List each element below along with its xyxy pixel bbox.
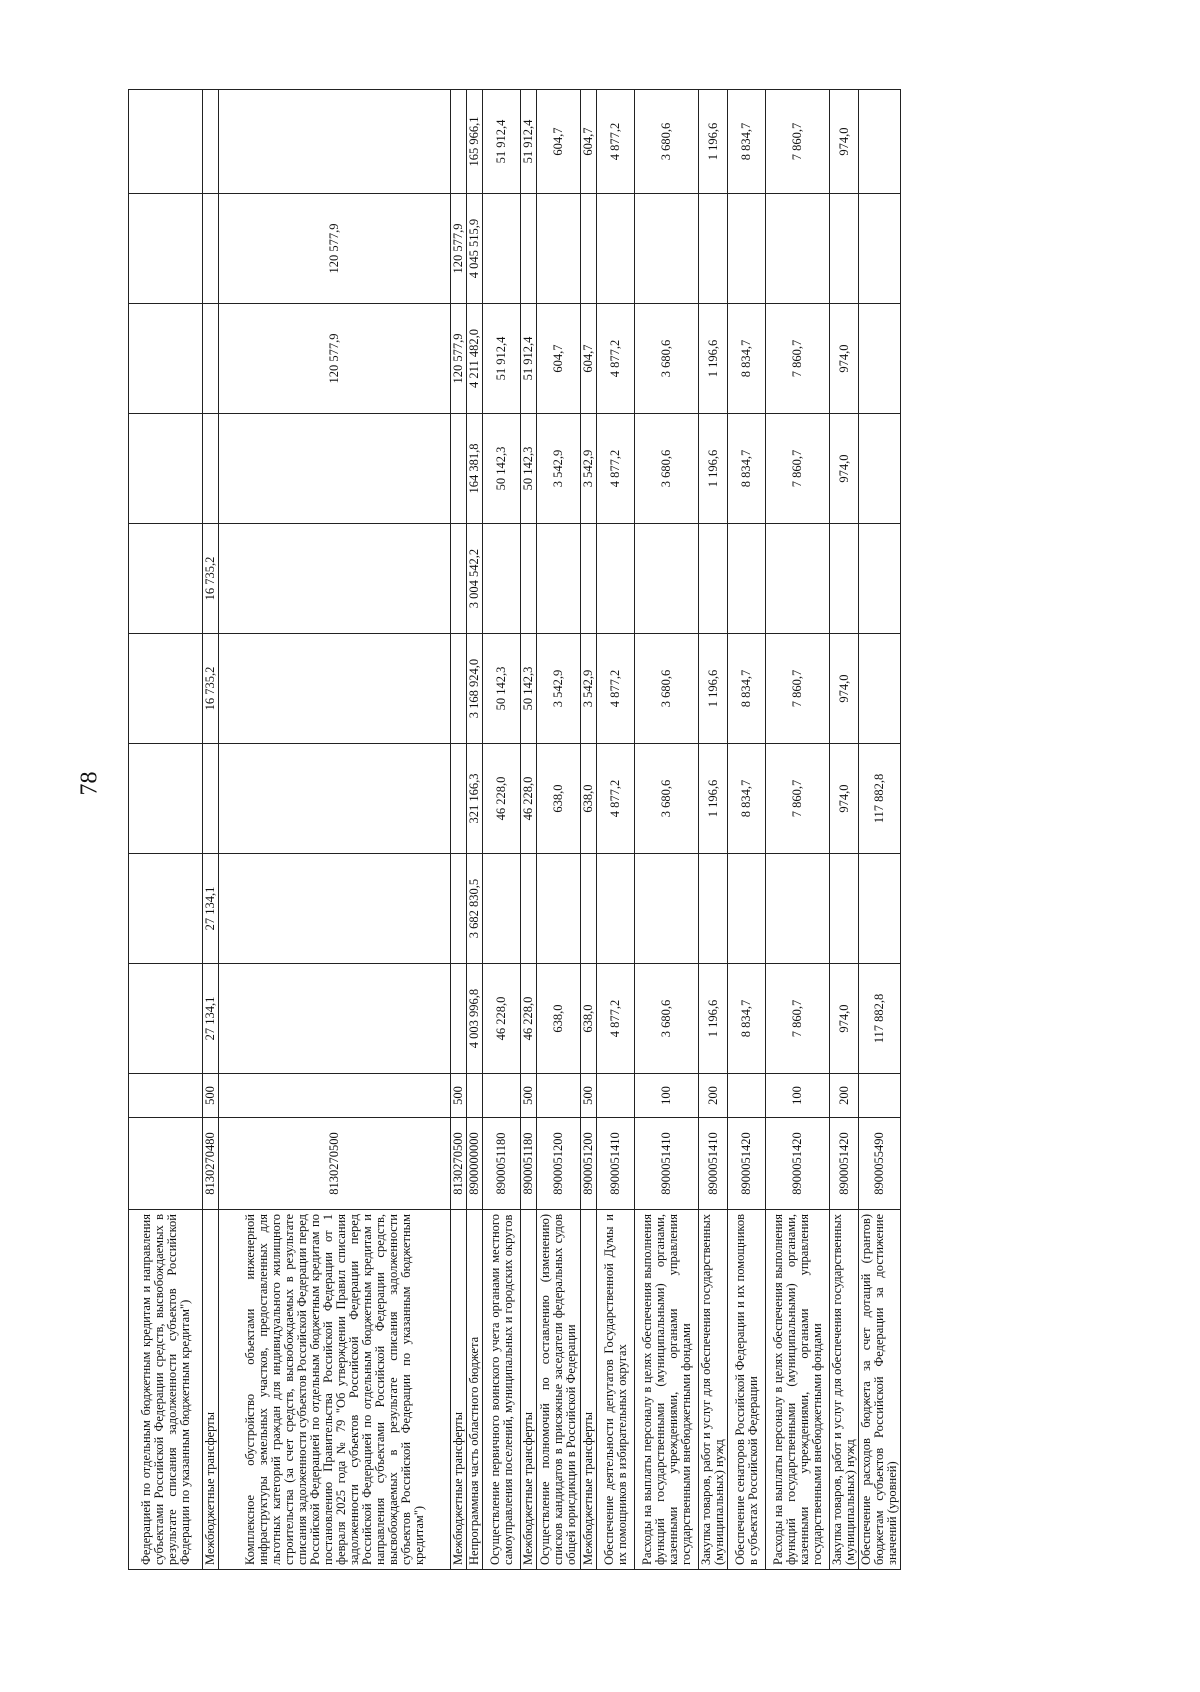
cell-vr (859, 1074, 901, 1118)
cell-vr (219, 1074, 451, 1118)
cell-c7: 120 577,9 (451, 304, 467, 414)
cell-c2 (699, 854, 728, 964)
cell-c7: 8 834,7 (728, 304, 766, 414)
cell-c6: 974,0 (830, 414, 859, 524)
cell-name: Межбюджетные трансферты (203, 1210, 219, 1570)
cell-c2 (129, 854, 203, 964)
cell-c8: 120 577,9 (451, 194, 467, 304)
cell-c9: 1 196,6 (699, 90, 728, 194)
cell-name: Обеспечение расходов бюджета за счет дотаций (грантов) бюджетам субъектов Российской Федерации за достижение значений (уровней) (859, 1210, 901, 1570)
cell-vr: 200 (699, 1074, 728, 1118)
cell-c3: 4 877,2 (597, 744, 635, 854)
cell-c1: 4 003 996,8 (467, 964, 483, 1074)
cell-c5 (483, 524, 521, 634)
cell-name: Закупка товаров, работ и услуг для обеспечения государственных (муниципальных) нужд (830, 1210, 859, 1570)
cell-c3 (203, 744, 219, 854)
cell-c2 (728, 854, 766, 964)
cell-name: Осуществление полномочий по составлению (изменению) списков кандидатов в присяжные заседатели федеральных судов общей юрисдикции в Российской Федерации (537, 1210, 581, 1570)
table-row (451, 90, 467, 1570)
cell-name: Межбюджетные трансферты (451, 1210, 467, 1570)
cell-c2 (537, 854, 581, 964)
cell-c2 (219, 854, 451, 964)
cell-c6 (129, 414, 203, 524)
table-row (859, 90, 901, 1570)
cell-c6 (219, 414, 451, 524)
cell-c4: 16 735,2 (203, 634, 219, 744)
cell-c4: 1 196,6 (699, 634, 728, 744)
cell-c1: 638,0 (581, 964, 597, 1074)
cell-c2: 3 682 830,5 (467, 854, 483, 964)
rotated-table-wrapper (128, 90, 1138, 1570)
cell-name: Обеспечение деятельности депутатов Государственной Думы и их помощников в избирательных округах (597, 1210, 635, 1570)
cell-c9: 8 834,7 (728, 90, 766, 194)
cell-c5 (581, 524, 597, 634)
cell-code: 8900055490 (859, 1118, 901, 1210)
cell-code: 8900051180 (483, 1118, 521, 1210)
cell-c3: 3 680,6 (635, 744, 699, 854)
cell-c4: 50 142,3 (483, 634, 521, 744)
cell-vr: 500 (451, 1074, 467, 1118)
cell-c8 (830, 194, 859, 304)
cell-c9 (203, 90, 219, 194)
cell-c7: 1 196,6 (699, 304, 728, 414)
cell-c8 (859, 194, 901, 304)
cell-c9: 51 912,4 (483, 90, 521, 194)
cell-vr: 100 (635, 1074, 699, 1118)
cell-c7: 4 877,2 (597, 304, 635, 414)
cell-c5 (521, 524, 537, 634)
table-row (467, 90, 483, 1570)
cell-code: 8900051200 (537, 1118, 581, 1210)
cell-c7: 51 912,4 (483, 304, 521, 414)
cell-c9: 51 912,4 (521, 90, 537, 194)
cell-code: 8900051410 (635, 1118, 699, 1210)
cell-c5: 3 004 542,2 (467, 524, 483, 634)
cell-c4: 3 542,9 (537, 634, 581, 744)
cell-vr: 200 (830, 1074, 859, 1118)
table-row (129, 90, 203, 1570)
cell-c2 (597, 854, 635, 964)
cell-c7: 4 211 482,0 (467, 304, 483, 414)
cell-name: Федерацией по отдельным бюджетным кредитам и направления субъектами Российской Федерации средств, высвобождаемых в результате списания задолженности субъектов Российской Федерации по указанным бюджетным кредитам") (129, 1210, 203, 1570)
cell-name: Межбюджетные трансферты (521, 1210, 537, 1570)
cell-c4: 974,0 (830, 634, 859, 744)
cell-c4: 4 877,2 (597, 634, 635, 744)
cell-c9 (129, 90, 203, 194)
cell-c1: 4 877,2 (597, 964, 635, 1074)
cell-c9 (451, 90, 467, 194)
cell-c5 (728, 524, 766, 634)
cell-c4: 7 860,7 (766, 634, 830, 744)
cell-c2: 27 134,1 (203, 854, 219, 964)
table-row (728, 90, 766, 1570)
cell-c5 (597, 524, 635, 634)
cell-c4 (451, 634, 467, 744)
cell-c2 (635, 854, 699, 964)
cell-c7 (859, 304, 901, 414)
cell-c1: 638,0 (537, 964, 581, 1074)
cell-code: 8130270480 (203, 1118, 219, 1210)
cell-c3: 8 834,7 (728, 744, 766, 854)
cell-c1: 117 882,8 (859, 964, 901, 1074)
cell-c1 (129, 964, 203, 1074)
cell-c5 (537, 524, 581, 634)
table-row (483, 90, 521, 1570)
cell-c8 (581, 194, 597, 304)
table-row (203, 90, 219, 1570)
cell-c8 (537, 194, 581, 304)
cell-c4 (859, 634, 901, 744)
cell-name: Непрограммная часть областного бюджета (467, 1210, 483, 1570)
cell-c7: 51 912,4 (521, 304, 537, 414)
cell-c4: 50 142,3 (521, 634, 537, 744)
cell-c9 (219, 90, 451, 194)
table-row (597, 90, 635, 1570)
cell-name: Межбюджетные трансферты (581, 1210, 597, 1570)
cell-c3: 974,0 (830, 744, 859, 854)
cell-vr (483, 1074, 521, 1118)
cell-name: Комплексное обустройство объектами инженерной инфраструктуры земельных участков, предоставленных для льготных категорий граждан для индивидуального жилищного строительства (за счет средств, высвобождаемых в результате списания задолженности субъектов Российской Федерации перед Российской Федерацией по отдельным бюджетным кредитам по постановлению Правительства Российской Федерации от 1 февраля 2025 года № 79 "Об утверждении Правил списания задолженности субъектов Российской Федерации перед Российской Федерацией по отдельным бюджетным кредитам и направления субъектами Российской Федерации средств, высвобождаемых в результате списания задолженности субъектов Российской Федерации по указанным бюджетным кредитам") (219, 1210, 451, 1570)
cell-c3: 46 228,0 (483, 744, 521, 854)
cell-c6: 50 142,3 (483, 414, 521, 524)
cell-c1: 974,0 (830, 964, 859, 1074)
table-row (521, 90, 537, 1570)
cell-c1 (219, 964, 451, 1074)
table-row (699, 90, 728, 1570)
cell-c4: 3 168 924,0 (467, 634, 483, 744)
cell-c1: 46 228,0 (483, 964, 521, 1074)
cell-c8 (129, 194, 203, 304)
cell-c6: 164 381,8 (467, 414, 483, 524)
cell-c8 (483, 194, 521, 304)
cell-c8 (521, 194, 537, 304)
cell-c2 (859, 854, 901, 964)
cell-c6: 4 877,2 (597, 414, 635, 524)
table-row (766, 90, 830, 1570)
cell-c3 (219, 744, 451, 854)
cell-c5 (129, 524, 203, 634)
cell-c6: 3 542,9 (581, 414, 597, 524)
cell-c4: 3 542,9 (581, 634, 597, 744)
cell-c3: 46 228,0 (521, 744, 537, 854)
cell-c9: 604,7 (581, 90, 597, 194)
cell-c6 (859, 414, 901, 524)
cell-code: 8900051200 (581, 1118, 597, 1210)
cell-code: 8900051180 (521, 1118, 537, 1210)
cell-c2 (483, 854, 521, 964)
cell-c1: 3 680,6 (635, 964, 699, 1074)
cell-c7: 3 680,6 (635, 304, 699, 414)
cell-c8 (597, 194, 635, 304)
cell-c9 (859, 90, 901, 194)
cell-c2 (766, 854, 830, 964)
cell-c3: 117 882,8 (859, 744, 901, 854)
table-row (830, 90, 859, 1570)
cell-vr (537, 1074, 581, 1118)
cell-c8: 4 045 515,9 (467, 194, 483, 304)
cell-c8 (635, 194, 699, 304)
cell-c5 (219, 524, 451, 634)
cell-c6 (203, 414, 219, 524)
cell-code: 8900051420 (766, 1118, 830, 1210)
cell-c1: 27 134,1 (203, 964, 219, 1074)
cell-c7: 7 860,7 (766, 304, 830, 414)
cell-c5 (859, 524, 901, 634)
cell-c2 (581, 854, 597, 964)
cell-vr (129, 1074, 203, 1118)
cell-code: 8900000000 (467, 1118, 483, 1210)
cell-c8 (699, 194, 728, 304)
cell-vr: 100 (766, 1074, 830, 1118)
cell-c2 (830, 854, 859, 964)
cell-c5 (830, 524, 859, 634)
cell-c1: 7 860,7 (766, 964, 830, 1074)
cell-c6: 50 142,3 (521, 414, 537, 524)
cell-c3: 1 196,6 (699, 744, 728, 854)
table-row (581, 90, 597, 1570)
cell-c9: 974,0 (830, 90, 859, 194)
cell-c7: 120 577,9 (219, 304, 451, 414)
cell-code: 8900051420 (728, 1118, 766, 1210)
cell-vr (728, 1074, 766, 1118)
cell-code: 8900051420 (830, 1118, 859, 1210)
cell-name: Закупка товаров, работ и услуг для обеспечения государственных (муниципальных) нужд (699, 1210, 728, 1570)
cell-c8 (766, 194, 830, 304)
table-row (219, 90, 451, 1570)
cell-c5 (635, 524, 699, 634)
cell-c4 (219, 634, 451, 744)
cell-c5 (451, 524, 467, 634)
cell-c6: 3 542,9 (537, 414, 581, 524)
cell-c6: 7 860,7 (766, 414, 830, 524)
cell-c7 (129, 304, 203, 414)
cell-code: 8900051410 (597, 1118, 635, 1210)
cell-code: 8130270500 (451, 1118, 467, 1210)
cell-c3: 638,0 (537, 744, 581, 854)
cell-c4: 3 680,6 (635, 634, 699, 744)
cell-c8: 120 577,9 (219, 194, 451, 304)
cell-c6 (451, 414, 467, 524)
cell-c8 (203, 194, 219, 304)
cell-c8 (728, 194, 766, 304)
cell-c4 (129, 634, 203, 744)
cell-c9: 3 680,6 (635, 90, 699, 194)
cell-c3: 7 860,7 (766, 744, 830, 854)
cell-c3 (129, 744, 203, 854)
cell-c9: 4 877,2 (597, 90, 635, 194)
cell-c2 (521, 854, 537, 964)
cell-c5 (766, 524, 830, 634)
cell-c9: 165 966,1 (467, 90, 483, 194)
page-number: 78 (76, 771, 103, 796)
cell-code: 8900051410 (699, 1118, 728, 1210)
cell-vr: 500 (203, 1074, 219, 1118)
cell-code (129, 1118, 203, 1210)
cell-vr (467, 1074, 483, 1118)
cell-code: 8130270500 (219, 1118, 451, 1210)
cell-c7: 604,7 (581, 304, 597, 414)
cell-c7: 604,7 (537, 304, 581, 414)
cell-name: Расходы на выплаты персоналу в целях обеспечения выполнения функций государственными (муниципальными) органами, казенными учреждениями, органами управления государственными внебюджетными фондами (766, 1210, 830, 1570)
cell-c1: 1 196,6 (699, 964, 728, 1074)
cell-name: Расходы на выплаты персоналу в целях обеспечения выполнения функций государственными (муниципальными) органами, казенными учреждениями, органами управления государственными внебюджетными фондами (635, 1210, 699, 1570)
cell-vr: 500 (581, 1074, 597, 1118)
cell-name: Осуществление первичного воинского учета органами местного самоуправления поселений, муниципальных и городских округов (483, 1210, 521, 1570)
cell-c5 (699, 524, 728, 634)
cell-c6: 1 196,6 (699, 414, 728, 524)
cell-name: Обеспечение сенаторов Российской Федерации и их помощников в субъектах Российской Федерации (728, 1210, 766, 1570)
cell-c3: 321 166,3 (467, 744, 483, 854)
budget-table (128, 89, 901, 1570)
cell-vr (597, 1074, 635, 1118)
cell-c9: 7 860,7 (766, 90, 830, 194)
cell-c1: 46 228,0 (521, 964, 537, 1074)
cell-c6: 8 834,7 (728, 414, 766, 524)
cell-c7: 974,0 (830, 304, 859, 414)
cell-c1 (451, 964, 467, 1074)
cell-c6: 3 680,6 (635, 414, 699, 524)
table-row (635, 90, 699, 1570)
cell-c2 (451, 854, 467, 964)
cell-c4: 8 834,7 (728, 634, 766, 744)
cell-c9: 604,7 (537, 90, 581, 194)
cell-c3: 638,0 (581, 744, 597, 854)
cell-c7 (203, 304, 219, 414)
table-row (537, 90, 581, 1570)
cell-c1: 8 834,7 (728, 964, 766, 1074)
cell-vr: 500 (521, 1074, 537, 1118)
cell-c5: 16 735,2 (203, 524, 219, 634)
cell-c3 (451, 744, 467, 854)
